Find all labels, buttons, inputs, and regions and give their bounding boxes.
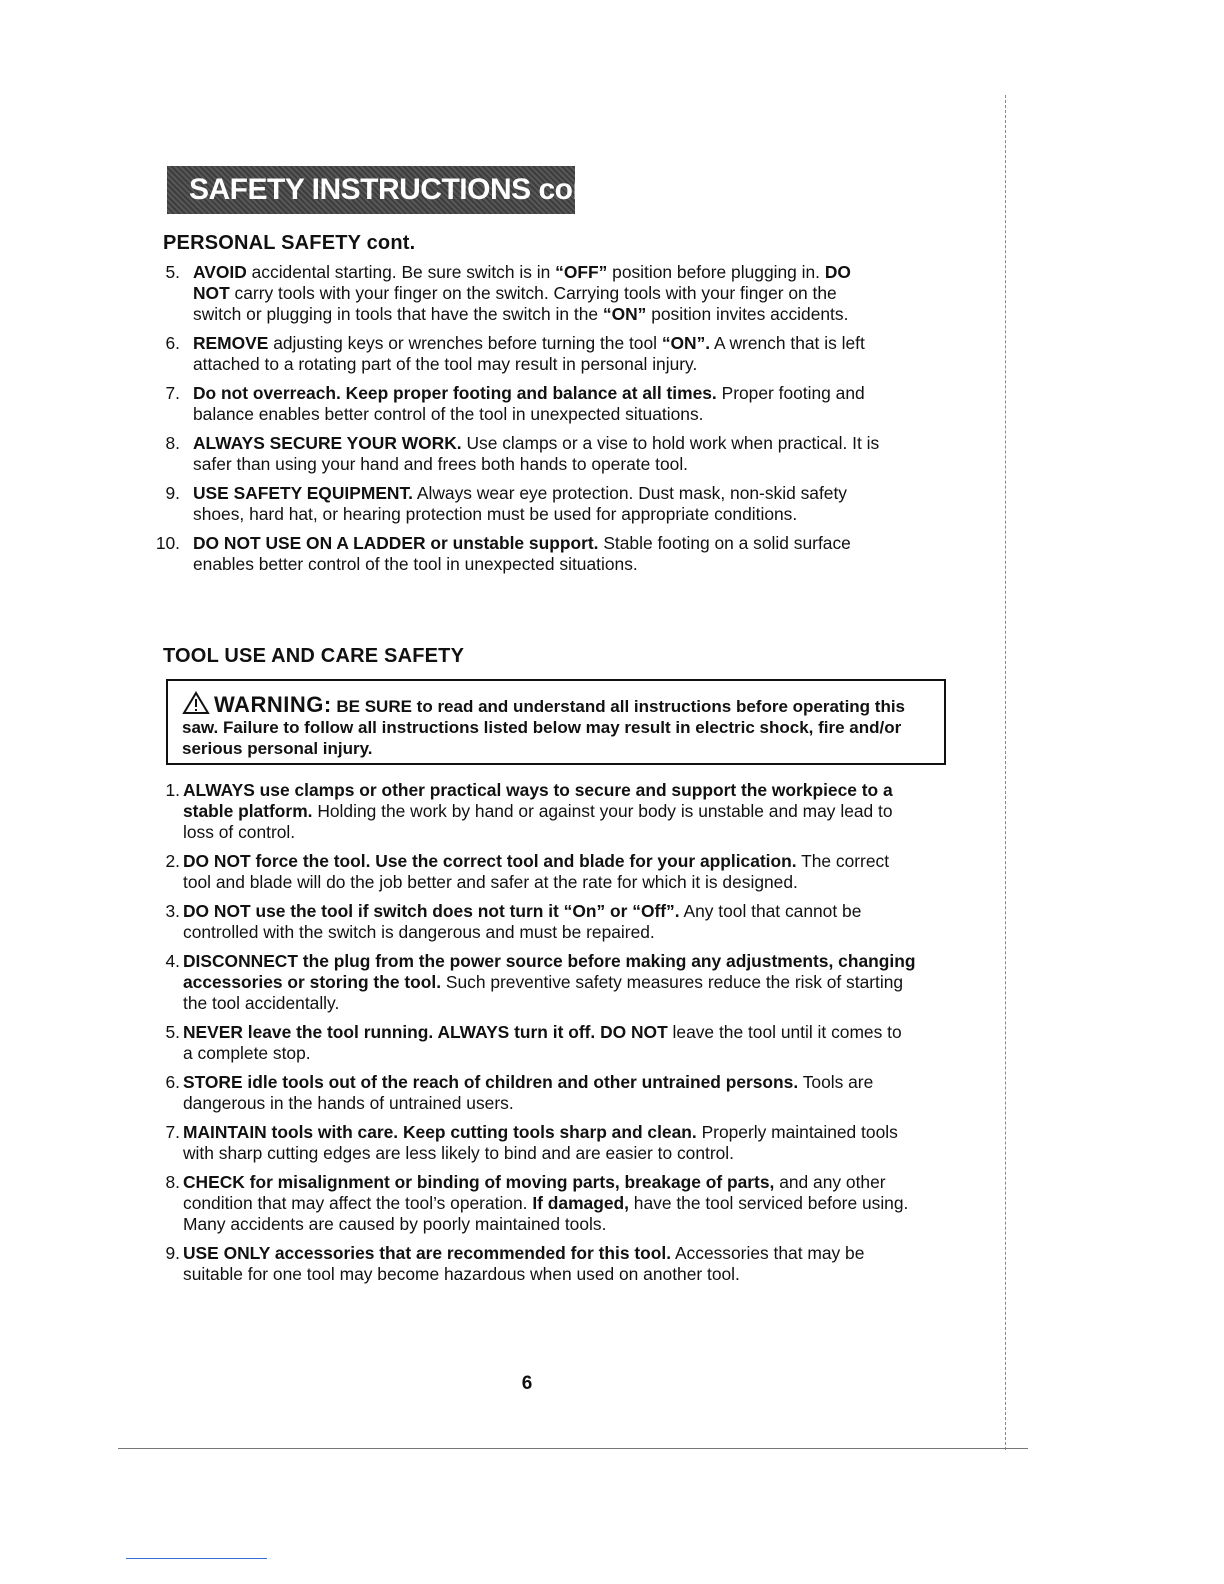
section-banner: [167, 166, 608, 214]
list-item: [166, 262, 886, 325]
item-text-run: adjusting keys or wrenches before turning the tool: [268, 333, 662, 353]
item-text: [183, 901, 916, 943]
item-number: 9.: [165, 1243, 180, 1263]
item-text: [193, 433, 886, 475]
item-text: [183, 1172, 916, 1235]
personal-safety-list: [155, 262, 886, 583]
item-text-bold: REMOVE: [193, 333, 269, 353]
item-text-run: The correct tool and blade will do the job better and safer at the rate for which it is designed.: [183, 851, 890, 892]
item-text-run: Any tool that cannot be controlled with the switch is dangerous and must be repaired.: [183, 901, 862, 942]
item-text-bold: MAINTAIN tools with care. Keep cutting tools sharp and clean.: [183, 1122, 697, 1142]
item-number: 9.: [165, 483, 180, 503]
warning-box: [166, 679, 946, 765]
item-text-bold: NEVER leave the tool running. ALWAYS turn it off. DO NOT: [183, 1022, 668, 1042]
item-text-run: Properly maintained tools with sharp cutting edges are less likely to bind and are easier to control.: [183, 1122, 898, 1163]
item-text-run: Holding the work by hand or against your body is unstable and may lead to loss of control.: [183, 801, 893, 842]
list-item: [166, 433, 886, 475]
blue-rule: [126, 1558, 267, 1559]
item-number: 7.: [165, 383, 180, 403]
item-text-run: Always wear eye protection. Dust mask, non-skid safety shoes, hard hat, or hearing protection must be used for appropriate conditions.: [193, 483, 847, 524]
item-number: 8.: [165, 1172, 180, 1192]
item-text-run: Accessories that may be suitable for one tool may become hazardous when used on another tool.: [183, 1243, 865, 1284]
item-text: [183, 1022, 916, 1064]
item-text: [183, 1122, 916, 1164]
item-text: [193, 483, 886, 525]
item-text-bold: DO NOT use the tool if switch does not turn it “On” or “Off”.: [183, 901, 680, 921]
bottom-trim-line: [118, 1448, 1028, 1449]
item-text: [183, 780, 916, 843]
item-text-run: leave the tool until it comes to a complete stop.: [183, 1022, 902, 1063]
heading-personal-safety: PERSONAL SAFETY cont.: [163, 232, 416, 254]
item-text-run: A wrench that is left attached to a rotating part of the tool may result in personal injury.: [193, 333, 865, 374]
item-text: [193, 383, 886, 425]
item-text-run: Use clamps or a vise to hold work when practical. It is safer than using your hand and frees both hands to operate tool.: [193, 433, 880, 474]
item-text-bold: AVOID: [193, 262, 247, 282]
item-text-run: Proper footing and balance enables better control of the tool in unexpected situations.: [193, 383, 865, 424]
item-text-bold: “ON”: [602, 304, 647, 324]
item-text-bold: USE SAFETY EQUIPMENT.: [193, 483, 413, 503]
item-text-bold: DO NOT force the tool. Use the correct tool and blade for your application.: [183, 851, 797, 871]
item-text-bold: STORE idle tools out of the reach of children and other untrained persons.: [183, 1072, 799, 1092]
item-text-bold: ALWAYS use clamps or other practical ways to secure and support the workpiece to a stable platform.: [183, 780, 893, 821]
item-number: 6.: [165, 333, 180, 353]
banner-title: SAFETY INSTRUCTIONS cont.: [189, 173, 608, 206]
item-text-run: carry tools with your finger on the switch. Carrying tools with your finger on the switch or plugging in tools that have the switch in the: [193, 283, 837, 324]
warning-label: WARNING:: [214, 692, 332, 717]
item-text-bold: DISCONNECT the plug from the power source before making any adjustments, changing accessories or storing the tool.: [183, 951, 916, 992]
heading-tool-use-care: TOOL USE AND CARE SAFETY: [163, 645, 465, 667]
list-item: [155, 533, 886, 575]
item-text-run: and any other condition that may affect the tool’s operation.: [183, 1172, 886, 1213]
item-text: [193, 333, 886, 375]
list-item: [156, 851, 916, 893]
item-number: 4.: [165, 951, 180, 971]
item-text-bold: DO NOT USE ON A LADDER or unstable support.: [193, 533, 599, 553]
item-text-bold: If damaged,: [532, 1193, 629, 1213]
item-text-run: Such preventive safety measures reduce the risk of starting the tool accidentally.: [183, 972, 904, 1013]
item-text: [183, 1072, 916, 1114]
item-text-run: Tools are dangerous in the hands of untrained users.: [183, 1072, 874, 1113]
item-text-bold: USE ONLY accessories that are recommended for this tool.: [183, 1243, 672, 1263]
item-text: [183, 1243, 916, 1285]
list-item: [156, 901, 916, 943]
list-item: [156, 1172, 916, 1235]
item-text: [183, 951, 916, 1014]
right-trim-line: [1005, 95, 1006, 1450]
item-text-run: Stable footing on a solid surface enables better control of the tool in unexpected situations.: [193, 533, 851, 574]
item-number: 1.: [165, 780, 180, 800]
item-number: 5.: [165, 1022, 180, 1042]
item-number: 6.: [165, 1072, 180, 1092]
list-item: [166, 333, 886, 375]
item-number: 3.: [165, 901, 180, 921]
list-item: [166, 383, 886, 425]
item-text: [193, 533, 886, 575]
item-number: 7.: [165, 1122, 180, 1142]
item-text-run: position invites accidents.: [646, 304, 849, 324]
item-text-run: have the tool serviced before using. Many accidents are caused by poorly maintained tools.: [183, 1193, 909, 1234]
item-number: 2.: [165, 851, 180, 871]
item-number: 8.: [165, 433, 180, 453]
list-item: [156, 1072, 916, 1114]
list-item: [156, 1122, 916, 1164]
item-text-run: accidental starting. Be sure switch is in: [246, 262, 556, 282]
item-text-bold: “OFF”: [555, 262, 608, 282]
item-text-bold: “ON”.: [661, 333, 711, 353]
page-number: 6: [521, 1373, 533, 1394]
item-text: [193, 262, 886, 325]
item-text-bold: ALWAYS SECURE YOUR WORK.: [193, 433, 462, 453]
item-number: 10.: [155, 533, 180, 553]
item-text: [183, 851, 916, 893]
list-item: [156, 780, 916, 843]
list-item: [156, 1022, 916, 1064]
tool-use-list: [156, 780, 916, 1293]
item-text-run: position before plugging in.: [607, 262, 825, 282]
list-item: [156, 1243, 916, 1285]
warning-text: BE SURE to read and understand all instructions before operating this saw. Failure to follow all instructions listed below may result in electric shock, fire and/or serious personal injury.: [182, 697, 906, 758]
item-text-bold: Do not overreach. Keep proper footing and balance at all times.: [193, 383, 717, 403]
warning-triangle-icon: [182, 691, 210, 715]
item-text-bold: CHECK for misalignment or binding of moving parts, breakage of parts,: [183, 1172, 775, 1192]
item-text-bold: DO NOT: [193, 262, 851, 303]
list-item: [166, 483, 886, 525]
list-item: [156, 951, 916, 1014]
item-number: 5.: [165, 262, 180, 282]
